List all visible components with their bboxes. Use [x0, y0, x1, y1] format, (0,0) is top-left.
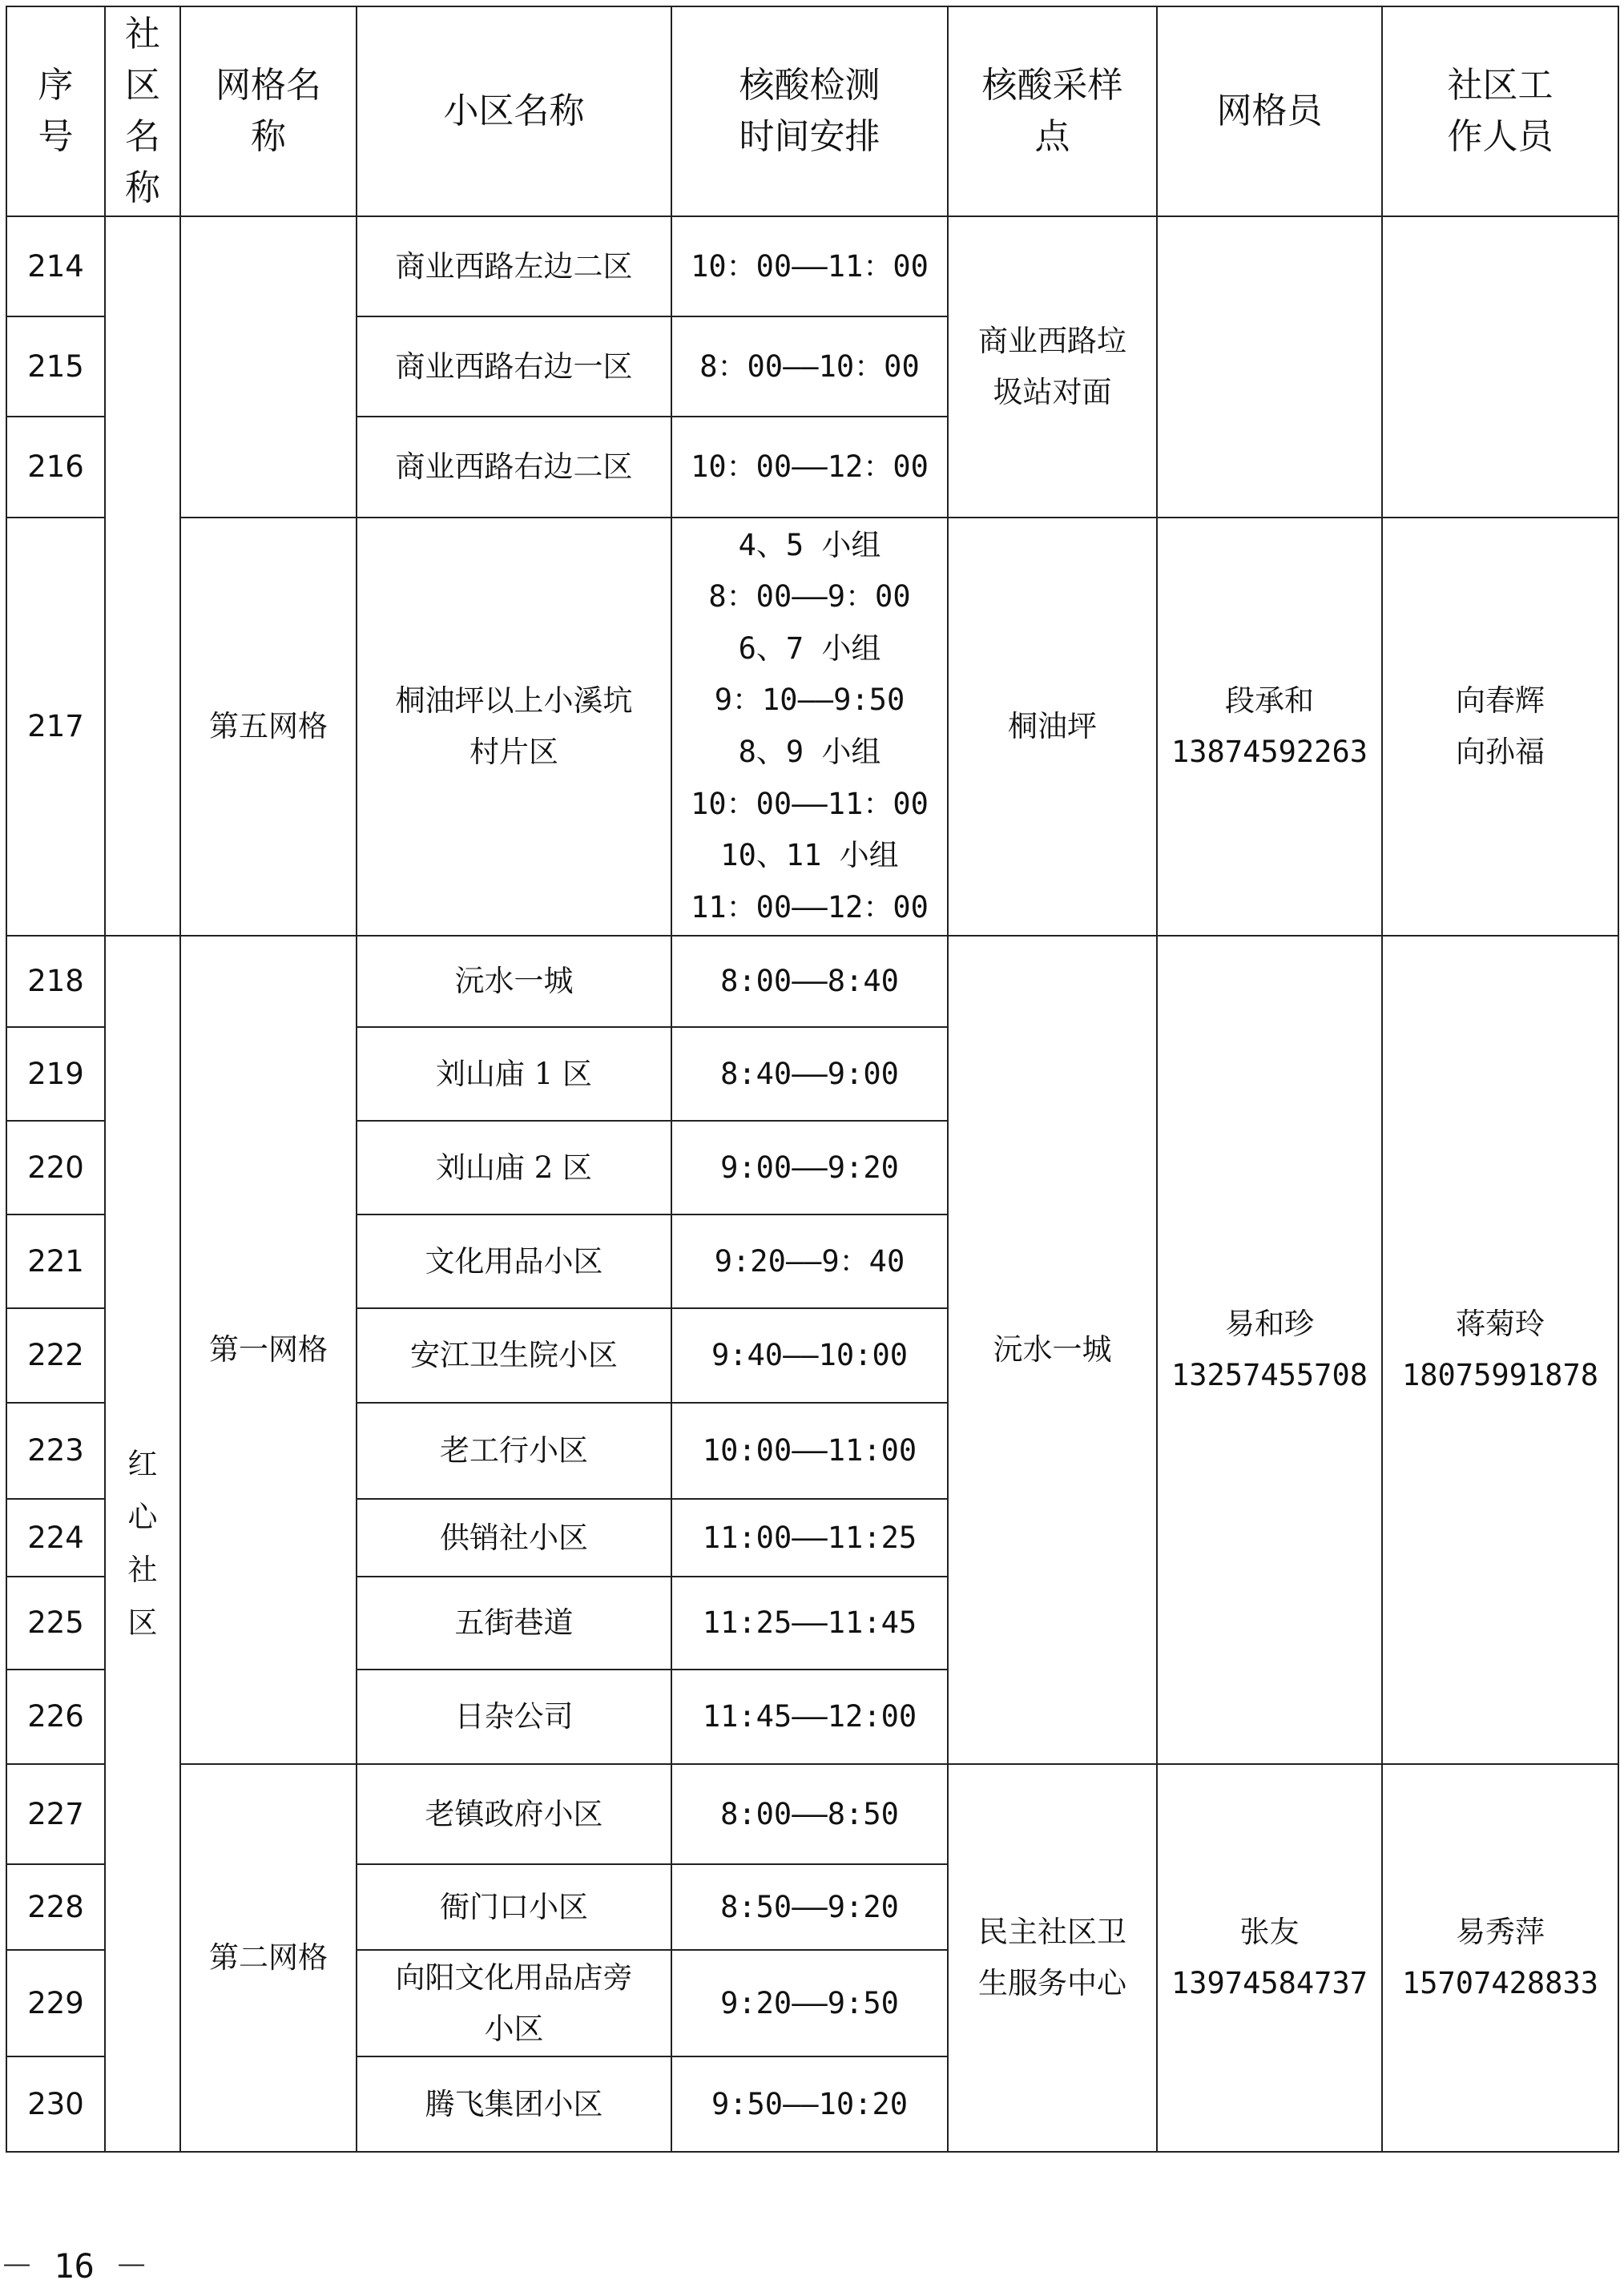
row-estate: 老镇政府小区: [357, 1764, 671, 1864]
header-seq: 序 号: [6, 6, 105, 216]
staff-cell-5: 向春辉 向孙福: [1382, 518, 1618, 936]
row-estate: 商业西路右边二区: [357, 417, 671, 518]
row-estate: 刘山庙 1 区: [357, 1027, 671, 1121]
staff-cell-1: 蒋菊玲 18075991878: [1382, 936, 1618, 1764]
staff-cell-prev: [1382, 216, 1618, 518]
community-cell-hongxin: 红 心 社 区: [105, 936, 180, 2152]
grid-cell-2: 第二网格: [180, 1764, 357, 2152]
row-seq: 219: [6, 1027, 105, 1121]
row-time: 8:40——9:00: [671, 1027, 948, 1121]
row-seq: 229: [6, 1950, 105, 2056]
row-time: 8:00——8:40: [671, 936, 948, 1027]
row-estate: 沅水一城: [357, 936, 671, 1027]
row-time: 11:25——11:45: [671, 1577, 948, 1670]
page-number: － 16 －: [0, 2246, 149, 2286]
row-estate: 五街巷道: [357, 1577, 671, 1670]
row-seq: 222: [6, 1308, 105, 1403]
site-cell-minzhu: 民主社区卫 生服务中心: [948, 1764, 1157, 2152]
header-estate: 小区名称: [357, 6, 671, 216]
row-seq: 215: [6, 316, 105, 417]
row-seq: 214: [6, 216, 105, 316]
row-seq: 218: [6, 936, 105, 1027]
gridman-cell-prev: [1157, 216, 1382, 518]
row-time: 10：00——11：00: [671, 216, 948, 316]
row-time: 9:20——9：40: [671, 1214, 948, 1308]
row-estate: 商业西路左边二区: [357, 216, 671, 316]
grid-cell-1: 第一网格: [180, 936, 357, 1764]
row-time: 10：00——12：00: [671, 417, 948, 518]
row-seq: 217: [6, 518, 105, 936]
header-community: 社 区 名 称: [105, 6, 180, 216]
row-seq: 227: [6, 1764, 105, 1864]
gridman-cell-1: 易和珍 13257455708: [1157, 936, 1382, 1764]
table-row: [6, 1764, 1618, 1864]
row-estate: 商业西路右边一区: [357, 316, 671, 417]
grid-cell-5: 第五网格: [180, 518, 357, 936]
row-seq: 223: [6, 1403, 105, 1499]
row-seq: 226: [6, 1670, 105, 1764]
row-seq: 216: [6, 417, 105, 518]
site-cell-shangye: 商业西路垃 圾站对面: [948, 216, 1157, 518]
row-estate: 日杂公司: [357, 1670, 671, 1764]
row-time: 9:50——10:20: [671, 2056, 948, 2152]
table-row: [6, 936, 1618, 1027]
row-estate: 供销社小区: [357, 1499, 671, 1577]
row-time: 8:00——8:50: [671, 1764, 948, 1864]
site-cell-tongyouping: 桐油坪: [948, 518, 1157, 936]
row-time: 9:20——9:50: [671, 1950, 948, 2056]
row-time: 10:00——11:00: [671, 1403, 948, 1499]
schedule-table: [6, 6, 1619, 2153]
table-row: [6, 216, 1618, 316]
header-staff: 社区工 作人员: [1382, 6, 1618, 216]
row-estate: 刘山庙 2 区: [357, 1121, 671, 1214]
row-seq: 225: [6, 1577, 105, 1670]
row-seq: 230: [6, 2056, 105, 2152]
row-estate: 向阳文化用品店旁 小区: [357, 1950, 671, 2056]
row-seq: 228: [6, 1864, 105, 1950]
row-time: 9:40——10:00: [671, 1308, 948, 1403]
row-time: 8:50——9:20: [671, 1864, 948, 1950]
row-time: 11:00——11:25: [671, 1499, 948, 1577]
row-estate: 老工行小区: [357, 1403, 671, 1499]
row-seq: 221: [6, 1214, 105, 1308]
row-time-schedule: 4、5 小组 8：00——9：00 6、7 小组 9：10——9:50 8、9 小组 10：00——11：00 10、11 小组 11：00——12：00: [671, 518, 948, 936]
row-seq: 224: [6, 1499, 105, 1577]
grid-cell-prev: [180, 216, 357, 518]
site-cell-yuanshui: 沅水一城: [948, 936, 1157, 1764]
header-row: [6, 6, 1618, 216]
gridman-cell-2: 张友 13974584737: [1157, 1764, 1382, 2152]
row-estate: 安江卫生院小区: [357, 1308, 671, 1403]
row-estate: 文化用品小区: [357, 1214, 671, 1308]
header-gridman: 网格员: [1157, 6, 1382, 216]
row-estate: 桐油坪以上小溪坑 村片区: [357, 518, 671, 936]
community-cell-prev: [105, 216, 180, 936]
header-grid: 网格名 称: [180, 6, 357, 216]
row-seq: 220: [6, 1121, 105, 1214]
row-time: 11:45——12:00: [671, 1670, 948, 1764]
header-site: 核酸采样 点: [948, 6, 1157, 216]
gridman-cell-5: 段承和 13874592263: [1157, 518, 1382, 936]
row-estate: 衙门口小区: [357, 1864, 671, 1950]
row-estate: 腾飞集团小区: [357, 2056, 671, 2152]
header-schedule: 核酸检测 时间安排: [671, 6, 948, 216]
table-row: [6, 518, 1618, 936]
staff-cell-2: 易秀萍 15707428833: [1382, 1764, 1618, 2152]
row-time: 9:00——9:20: [671, 1121, 948, 1214]
row-time: 8：00——10：00: [671, 316, 948, 417]
